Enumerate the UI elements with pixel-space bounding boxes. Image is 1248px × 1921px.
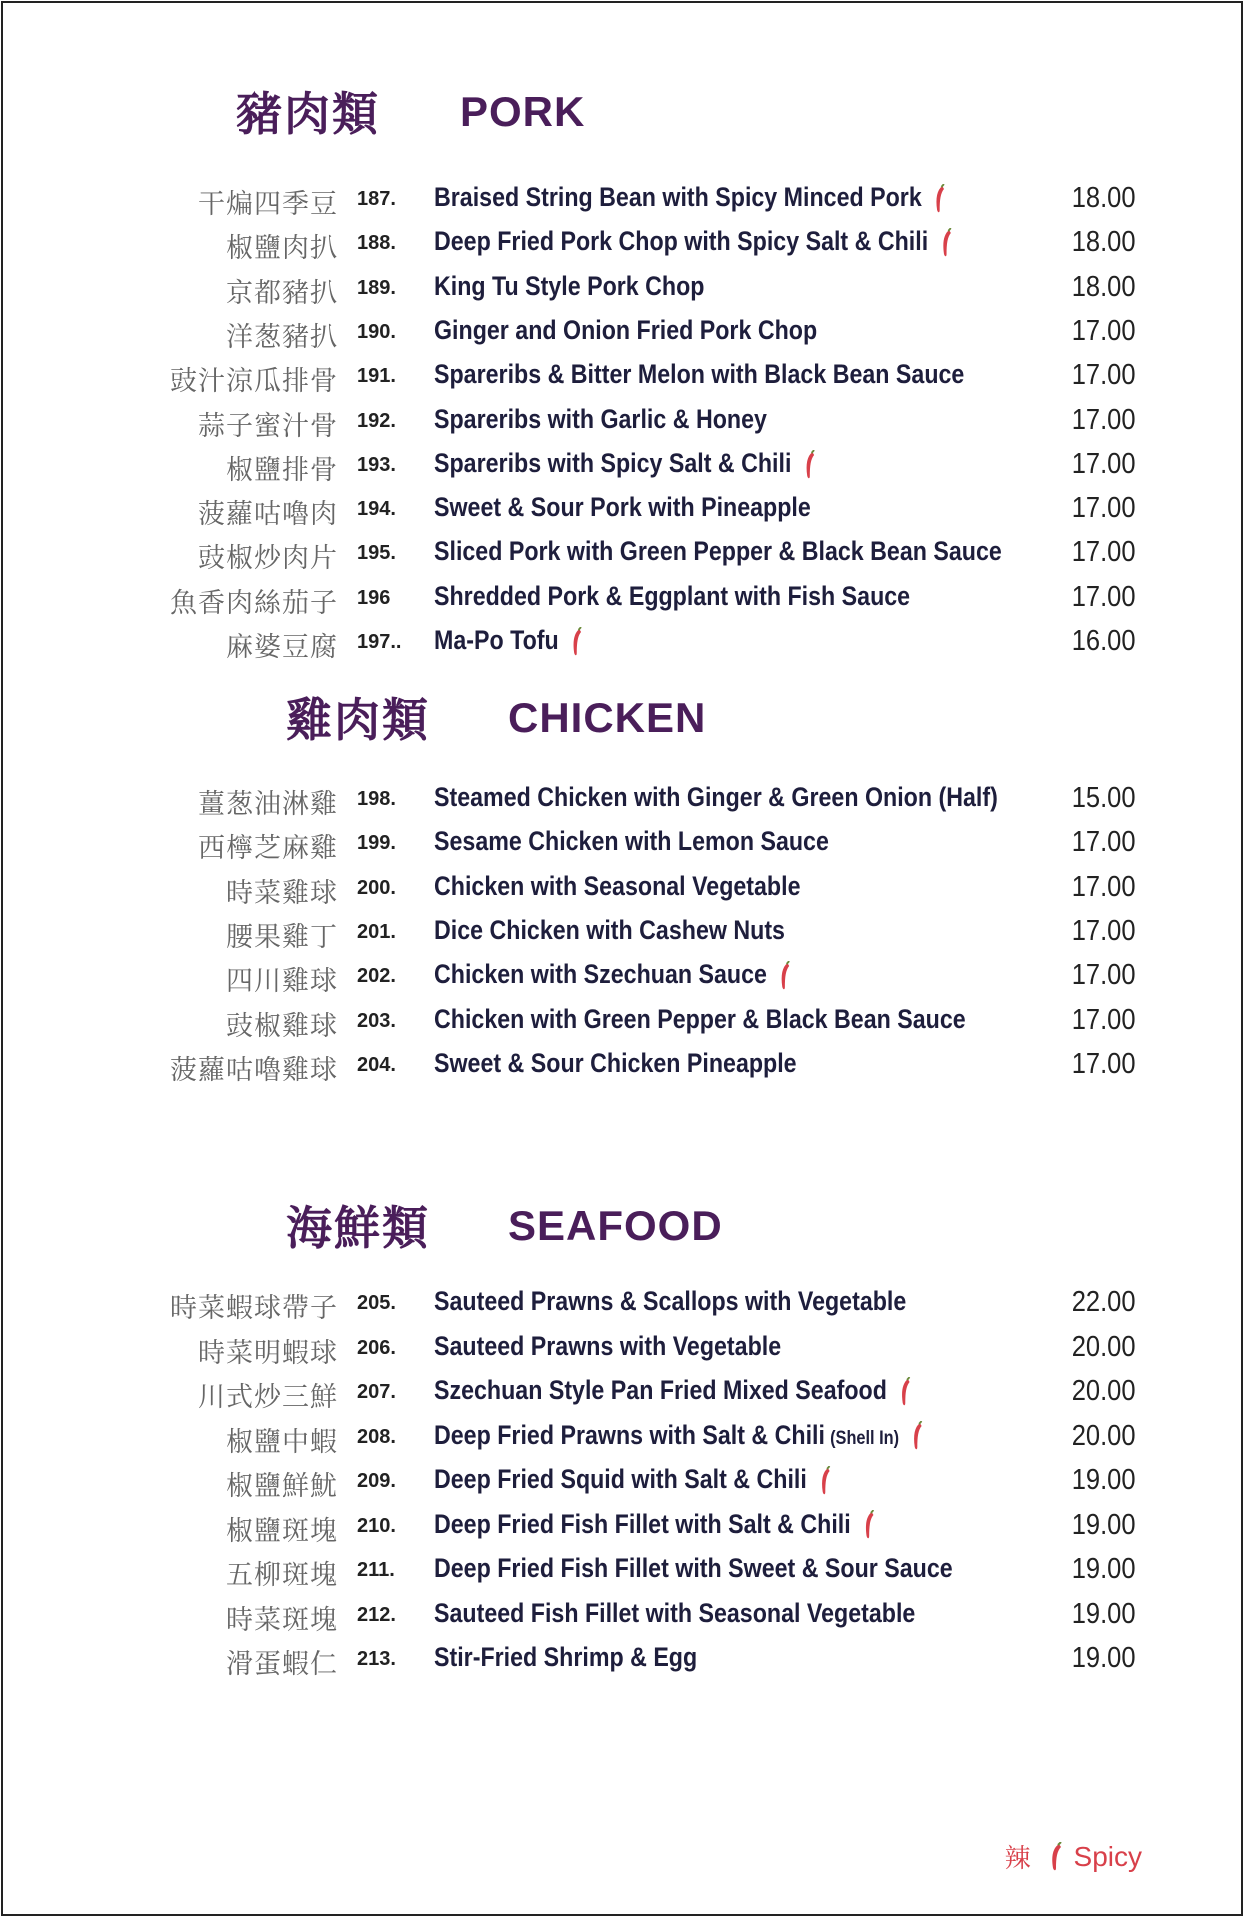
item-name-en-text: Dice Chicken with Cashew Nuts <box>434 914 785 945</box>
item-name-en-text: Sweet & Sour Pork with Pineapple <box>434 492 811 523</box>
item-name-en-text: Spareribs with Garlic & Honey <box>434 403 767 434</box>
item-price: 17.00 <box>1072 314 1136 347</box>
item-name-cn: 豉椒雞球 <box>226 1010 338 1042</box>
item-name-en <box>434 359 964 390</box>
item-name-en <box>434 1375 911 1407</box>
item-name-en <box>434 581 910 612</box>
chili-pepper-icon <box>899 1377 911 1407</box>
section-header-pork <box>0 78 1248 148</box>
item-price: 18.00 <box>1072 182 1136 214</box>
item-name-cn: 菠蘿咕嚕肉 <box>198 499 338 531</box>
item-name-en <box>434 1331 781 1362</box>
item-name-en <box>434 492 811 523</box>
section-title-en: SEAFOOD <box>508 1202 723 1249</box>
item-price: 20.00 <box>1072 1419 1136 1452</box>
item-name-cn: 麻婆豆腐 <box>226 632 338 663</box>
item-name-cn: 干煸四季豆 <box>198 189 338 220</box>
item-number: 193. <box>357 453 396 476</box>
menu-item-row <box>0 1460 1248 1504</box>
item-name-en <box>434 1642 697 1673</box>
item-price: 17.00 <box>1072 580 1136 613</box>
item-name-cn: 川式炒三鮮 <box>198 1382 338 1413</box>
item-price: 16.00 <box>1072 625 1136 657</box>
item-number: 189. <box>357 276 396 299</box>
item-number: 208. <box>357 1425 396 1448</box>
item-price: 15.00 <box>1072 782 1136 814</box>
item-note: (Shell In) <box>830 1427 900 1449</box>
item-name-en-text: Deep Fried Pork Chop with Spicy Salt & Chili <box>434 226 929 257</box>
chili-pepper-icon <box>1049 1842 1063 1872</box>
item-name-cn: 滑蛋蝦仁 <box>226 1649 338 1680</box>
item-name-cn: 薑葱油淋雞 <box>198 789 338 820</box>
chili-pepper-icon <box>803 450 815 480</box>
item-name-en <box>434 448 816 480</box>
item-name-cn: 菠蘿咕嚕雞球 <box>170 1054 338 1086</box>
item-price: 17.00 <box>1072 447 1136 480</box>
item-name-en <box>434 1286 906 1317</box>
menu-item-row <box>0 444 1248 488</box>
item-name-cn: 時菜雞球 <box>226 877 338 909</box>
item-name-cn: 豉汁涼瓜排骨 <box>170 366 338 398</box>
item-number: 191. <box>357 365 396 388</box>
item-number: 188. <box>357 232 396 255</box>
item-price: 18.00 <box>1072 226 1136 259</box>
item-name-en <box>434 182 946 214</box>
item-number: 207. <box>357 1381 396 1403</box>
menu-item-row <box>0 1327 1248 1371</box>
item-name-cn: 椒鹽肉扒 <box>226 233 338 265</box>
item-price: 17.00 <box>1072 914 1136 947</box>
legend-cn-label: 辣 <box>1004 1844 1031 1874</box>
item-number: 206. <box>357 1336 396 1359</box>
item-price: 20.00 <box>1072 1330 1136 1363</box>
menu-item-row <box>0 577 1248 621</box>
item-name-en-text: Sesame Chicken with Lemon Sauce <box>434 826 829 857</box>
item-name-en <box>434 1048 797 1079</box>
item-number: 187. <box>357 188 396 210</box>
item-name-en-text: Sauteed Prawns with Vegetable <box>434 1330 782 1361</box>
item-name-en-text: Chicken with Green Pepper & Black Bean Sauce <box>434 1003 966 1034</box>
item-name-en-text: Deep Fried Fish Fillet with Salt & Chili <box>434 1508 851 1539</box>
item-number: 199. <box>357 832 396 855</box>
menu-item-row <box>0 1549 1248 1593</box>
menu-item-row <box>0 1594 1248 1638</box>
item-number: 198. <box>357 788 396 810</box>
item-name-en <box>434 871 800 902</box>
item-price: 17.00 <box>1072 536 1136 569</box>
item-number: 196 <box>357 586 391 609</box>
item-name-en-text: Deep Fried Squid with Salt & Chili <box>434 1464 807 1494</box>
section-title-en: PORK <box>460 88 586 135</box>
item-name-en-text: Stir-Fried Shrimp & Egg <box>434 1642 698 1672</box>
item-price: 19.00 <box>1072 1597 1136 1630</box>
item-number: 210. <box>357 1514 396 1537</box>
item-name-cn: 時菜斑塊 <box>226 1604 338 1636</box>
menu-item-row <box>0 488 1248 532</box>
item-name-en <box>434 1420 923 1452</box>
item-name-en-text: Spareribs & Bitter Melon with Black Bean Sauce <box>434 359 965 390</box>
item-number: 213. <box>357 1648 396 1670</box>
item-name-en-text: Szechuan Style Pan Fried Mixed Seafood <box>434 1375 887 1405</box>
item-name-en-text: Sweet & Sour Chicken Pineapple <box>434 1047 797 1078</box>
item-price: 17.00 <box>1072 959 1136 992</box>
item-number: 200. <box>357 876 396 899</box>
item-name-en-text: Sauteed Fish Fillet with Seasonal Vegetable <box>434 1597 916 1628</box>
item-name-en <box>434 1598 915 1629</box>
item-name-en <box>434 1553 953 1584</box>
item-name-en <box>434 1004 966 1035</box>
section-title-cn: 豬肉類 <box>236 87 380 141</box>
menu-item-row <box>0 1416 1248 1460</box>
item-price: 17.00 <box>1072 1003 1136 1036</box>
item-name-en <box>434 625 583 657</box>
item-name-en <box>434 315 817 346</box>
item-number: 201. <box>357 920 396 943</box>
chili-pepper-icon <box>940 228 952 258</box>
item-name-en <box>434 536 1002 567</box>
item-name-en-text: Chicken with Seasonal Vegetable <box>434 870 801 901</box>
item-name-cn: 洋葱豬扒 <box>226 321 338 353</box>
menu-item-row <box>0 178 1248 222</box>
item-price: 18.00 <box>1072 270 1136 303</box>
chili-pepper-icon <box>911 1421 923 1451</box>
item-name-cn: 魚香肉絲茄子 <box>170 587 338 619</box>
item-name-en <box>434 226 952 258</box>
menu-item-row <box>0 1638 1248 1682</box>
item-name-cn: 五柳斑塊 <box>226 1560 338 1591</box>
item-number: 211. <box>357 1559 395 1581</box>
chili-pepper-icon <box>779 961 791 991</box>
menu-item-row <box>0 1282 1248 1326</box>
item-name-en <box>434 782 998 813</box>
item-number: 204. <box>357 1053 396 1076</box>
menu-item-row <box>0 267 1248 311</box>
item-number: 195. <box>357 542 396 565</box>
item-name-en-text: Steamed Chicken with Ginger & Green Onion (Half) <box>434 782 998 812</box>
item-price: 17.00 <box>1072 492 1136 525</box>
menu-item-row <box>0 911 1248 955</box>
item-name-cn: 腰果雞丁 <box>226 921 338 953</box>
menu-item-row <box>0 822 1248 866</box>
menu-item-row <box>0 867 1248 911</box>
spicy-legend <box>1005 1838 1142 1878</box>
chili-pepper-icon <box>934 184 946 214</box>
item-price: 17.00 <box>1072 403 1136 436</box>
item-price: 17.00 <box>1072 1047 1136 1080</box>
item-name-cn: 蒜子蜜汁骨 <box>198 410 338 442</box>
item-name-cn: 椒鹽斑塊 <box>226 1515 338 1547</box>
item-name-cn: 京都豬扒 <box>226 277 338 309</box>
item-name-cn: 時菜明蝦球 <box>198 1337 338 1369</box>
chili-pepper-icon <box>819 1466 831 1496</box>
menu-item-row <box>0 1000 1248 1044</box>
item-price: 20.00 <box>1072 1375 1136 1407</box>
menu-item-row <box>0 955 1248 999</box>
item-name-cn: 豉椒炒肉片 <box>198 543 338 575</box>
item-number: 197.. <box>357 631 402 653</box>
item-name-en <box>434 271 704 302</box>
item-name-en-text: Sliced Pork with Green Pepper & Black Bean Sauce <box>434 536 1002 567</box>
item-number: 203. <box>357 1009 396 1032</box>
item-name-en-text: Spareribs with Spicy Salt & Chili <box>434 447 792 478</box>
item-name-en <box>434 959 791 991</box>
menu-item-row <box>0 1371 1248 1415</box>
section-title-en: CHICKEN <box>508 694 707 741</box>
item-price: 22.00 <box>1072 1286 1136 1318</box>
item-name-en-text: King Tu Style Pork Chop <box>434 270 705 301</box>
item-price: 19.00 <box>1072 1642 1136 1674</box>
item-name-en <box>434 915 785 946</box>
item-number: 209. <box>357 1470 396 1492</box>
chili-pepper-icon <box>571 627 583 657</box>
item-number: 202. <box>357 965 396 988</box>
item-name-en <box>434 404 767 435</box>
section-title-cn: 雞肉類 <box>286 693 430 747</box>
item-number: 212. <box>357 1603 396 1626</box>
item-name-cn: 西檸芝麻雞 <box>198 833 338 865</box>
item-name-cn: 椒鹽鮮魷 <box>226 1471 338 1502</box>
menu-item-row <box>0 532 1248 576</box>
item-name-cn: 四川雞球 <box>226 966 338 998</box>
chili-pepper-icon <box>863 1510 875 1540</box>
item-name-en-text: Ginger and Onion Fried Pork Chop <box>434 314 818 345</box>
menu-item-row <box>0 1505 1248 1549</box>
item-name-en-text: Deep Fried Prawns with Salt & Chili <box>434 1419 825 1450</box>
item-name-en-text: Shredded Pork & Eggplant with Fish Sauce <box>434 580 911 611</box>
menu-item-row <box>0 311 1248 355</box>
item-name-en-text: Braised String Bean with Spicy Minced Pork <box>434 182 922 212</box>
item-price: 19.00 <box>1072 1508 1136 1541</box>
item-name-cn: 椒鹽排骨 <box>226 454 338 486</box>
menu-item-row <box>0 355 1248 399</box>
item-name-cn: 時菜蝦球帶子 <box>170 1293 338 1324</box>
item-number: 194. <box>357 498 396 521</box>
item-name-en <box>434 1464 831 1496</box>
item-price: 17.00 <box>1072 359 1136 392</box>
menu-item-row <box>0 621 1248 665</box>
item-name-en-text: Sauteed Prawns & Scallops with Vegetable <box>434 1286 907 1316</box>
item-price: 19.00 <box>1072 1553 1136 1585</box>
item-price: 17.00 <box>1072 826 1136 859</box>
menu-item-row <box>0 778 1248 822</box>
item-number: 192. <box>357 409 396 432</box>
item-name-en-text: Chicken with Szechuan Sauce <box>434 959 767 990</box>
menu-item-row <box>0 400 1248 444</box>
section-title-cn: 海鮮類 <box>286 1201 430 1255</box>
menu-item-row <box>0 1044 1248 1088</box>
item-name-en <box>434 1509 875 1541</box>
section-header-seafood <box>0 1192 1248 1262</box>
item-price: 17.00 <box>1072 870 1136 903</box>
menu-item-row <box>0 222 1248 266</box>
item-name-cn: 椒鹽中蝦 <box>226 1426 338 1458</box>
item-name-en-text: Ma-Po Tofu <box>434 625 559 655</box>
item-price: 19.00 <box>1072 1464 1136 1496</box>
item-name-en <box>434 826 829 857</box>
item-number: 205. <box>357 1292 396 1314</box>
item-name-en-text: Deep Fried Fish Fillet with Sweet & Sour Sauce <box>434 1553 953 1583</box>
legend-en-label: Spicy <box>1073 1840 1142 1872</box>
section-header-chicken <box>0 684 1248 754</box>
item-number: 190. <box>357 320 396 343</box>
